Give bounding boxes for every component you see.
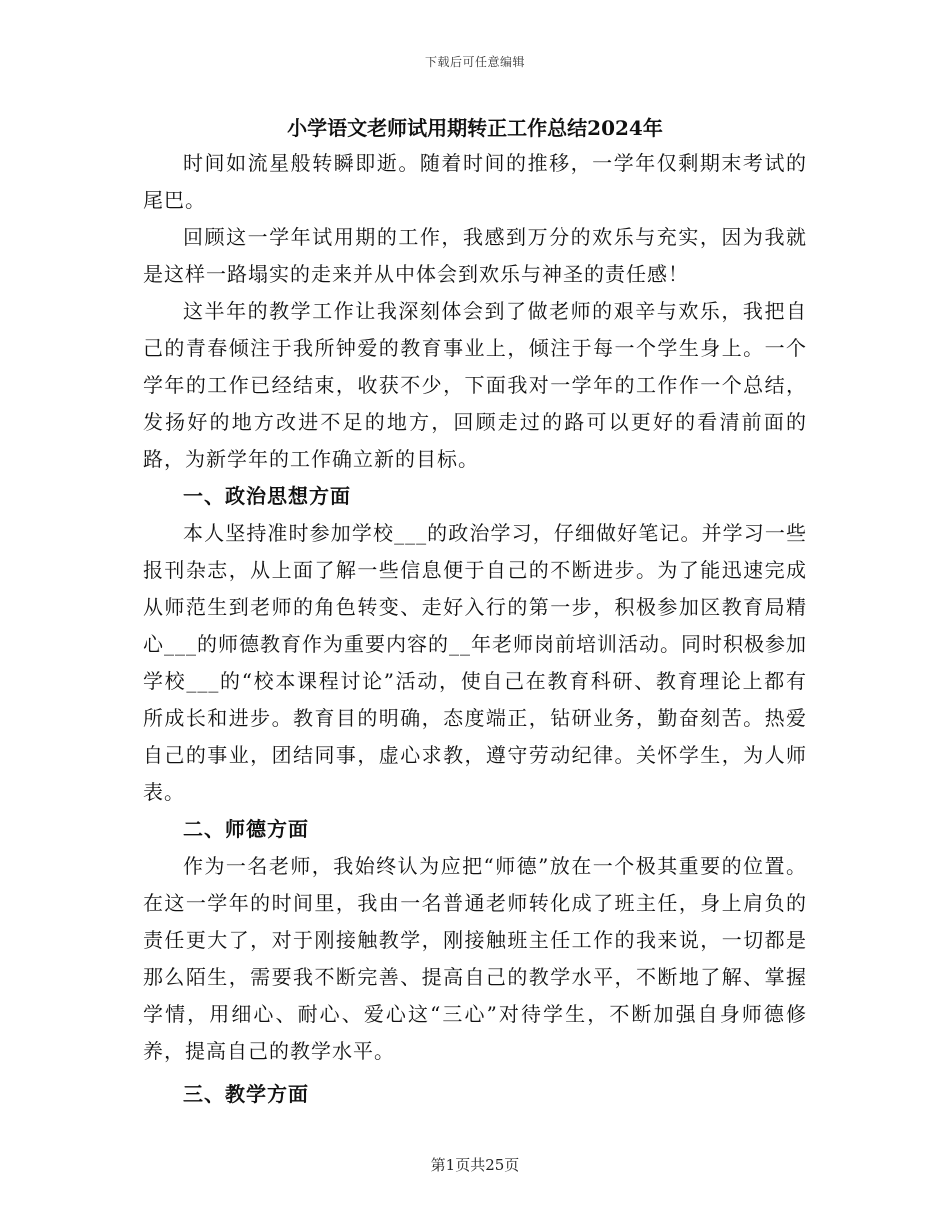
section-heading-teaching: 三、教学方面 (183, 1082, 309, 1106)
header-note: 下载后可任意编辑 (424, 55, 525, 69)
paragraph-politics: 本人坚持准时参加学校___的政治学习，仔细做好笔记。并学习一些报刊杂志，从上面了解一些信息便于自己的不断进步。为了能迅速完成从师范生到老师的角色转变、走好入行的第一步，积极参加区教育局精心___的师德教育作为重要内容的__年老师岗前培训活动。同时积极参加学校___的“校本课程讨论”活动，使自己在教育科研、教育理论上都有所成长和进步。教育目的明确，态度端正，钻研业务，勤奋刻苦。热爱自己的事业，团结同事，虚心求教，遵守劳动纪律。关怀学生，为人师表。 (143, 521, 807, 804)
document-title: 小学语文老师试用期转正工作总结2024年 (287, 116, 663, 140)
paragraph-ethics: 作为一名老师，我始终认为应把“师德”放在一个极其重要的位置。在这一学年的时间里，我由一名普通老师转化成了班主任，身上肩负的责任更大了，对于刚接触教学，刚接触班主任工作的我来说，一切都是那么陌生，需要我不断完善、提高自己的教学水平，不断地了解、掌握学情，用细心、耐心、爱心这“三心”对待学生，不断加强自身师德修养，提高自己的教学水平。 (143, 854, 807, 1063)
section-heading-ethics: 二、师德方面 (183, 817, 309, 841)
page-number-footer: 第1页共25页 (430, 1156, 520, 1174)
section-heading-politics: 一、政治思想方面 (183, 484, 351, 508)
paragraph-summary: 这半年的教学工作让我深刻体会到了做老师的艰辛与欢乐，我把自己的青春倾注于我所钟爱的教育事业上，倾注于每一个学生身上。一个学年的工作已经结束，收获不少，下面我对一学年的工作作一个总结，发扬好的地方改进不足的地方，回顾走过的路可以更好的看清前面的路，为新学年的工作确立新的目标。 (143, 299, 807, 471)
paragraph-intro: 时间如流星般转瞬即逝。随着时间的推移，一学年仅剩期末考试的尾巴。 (143, 151, 807, 212)
document-body (143, 145, 807, 1113)
paragraph-review: 回顾这一学年试用期的工作，我感到万分的欢乐与充实，因为我就是这样一路塌实的走来并从中体会到欢乐与神圣的责任感！ (143, 225, 807, 286)
